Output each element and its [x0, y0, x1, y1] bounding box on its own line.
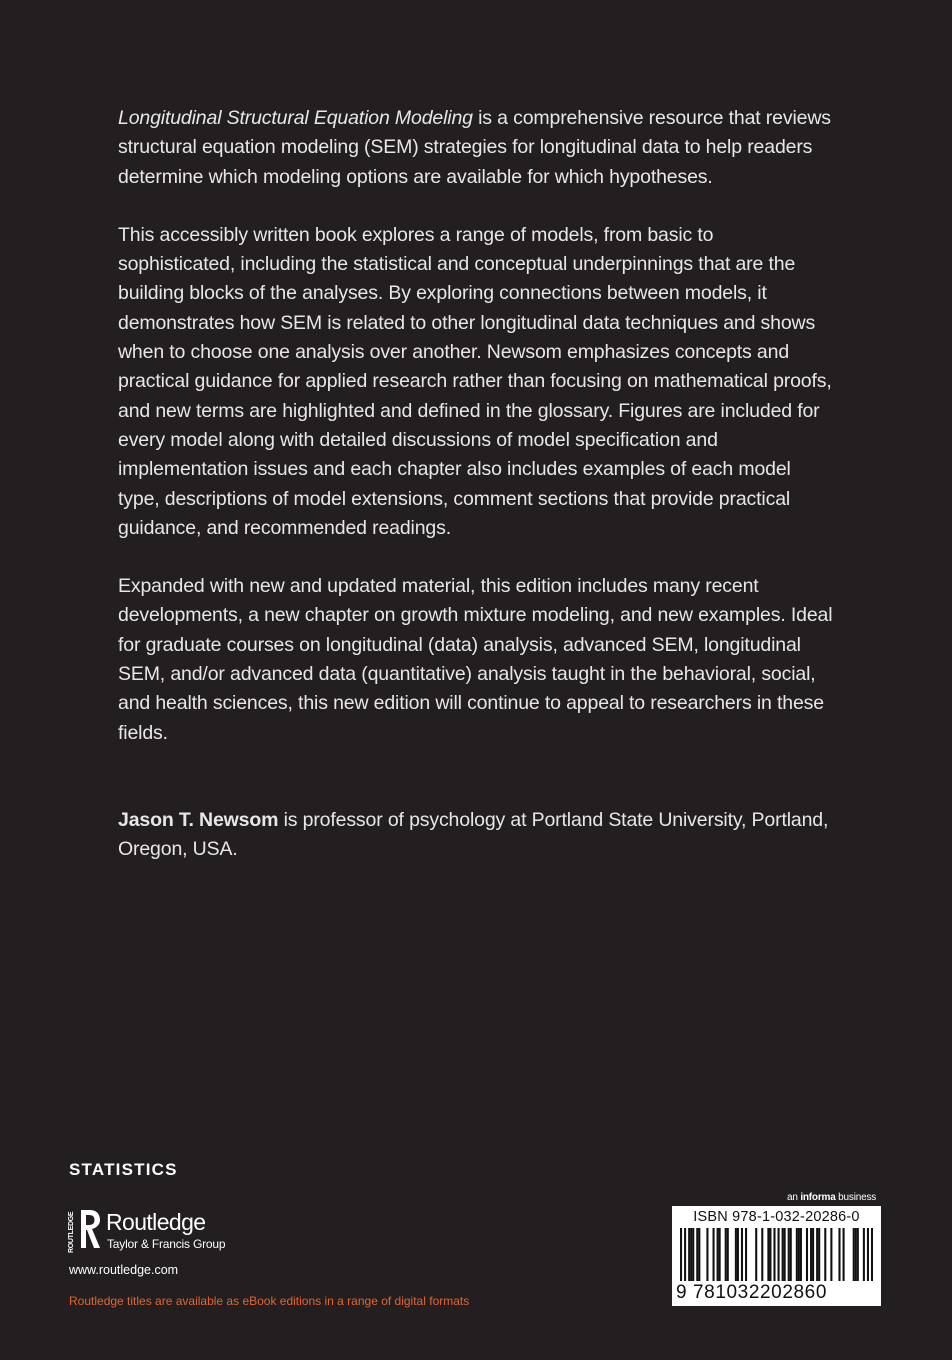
- publisher-group: Taylor & Francis Group: [107, 1237, 226, 1251]
- barcode-bar: [741, 1228, 743, 1281]
- barcode-bar: [773, 1228, 775, 1286]
- blurb-paragraph-3: Expanded with new and updated material, this edition includes many recent developments, a new chapter on growth mixture modeling, and new examples. Ideal for graduate courses on longitudinal (data) analysis, advanced SEM, longitudinal SEM, and/or advanced data (quantitative) analysis taught in the behavioral, social, and health sciences, this new edition will continue to appeal to researchers in these fields.: [118, 575, 833, 744]
- back-cover-blurb: [118, 104, 834, 894]
- barcode-bar: [843, 1228, 845, 1281]
- book-title: Longitudinal Structural Equation Modeling: [118, 107, 473, 129]
- barcode-bar: [782, 1228, 784, 1281]
- barcode-bar: [688, 1228, 690, 1281]
- barcode-bar: [812, 1228, 814, 1281]
- barcode-bar: [796, 1228, 798, 1281]
- barcode-bar: [692, 1228, 694, 1281]
- routledge-r-icon: [78, 1208, 102, 1250]
- blurb-paragraph-1-text: is a comprehensive resource that reviews structural equation modeling (SEM) strategies for longitudinal data to help readers determine which modeling options are available for which hypotheses.: [118, 107, 831, 188]
- barcode-bar: [745, 1228, 747, 1281]
- barcode-bar: [737, 1228, 739, 1281]
- barcode-bar: [698, 1228, 700, 1281]
- barcode-bar: [778, 1228, 780, 1286]
- barcode-bar: [857, 1228, 859, 1281]
- barcode-bar: [755, 1228, 757, 1281]
- blurb-paragraph-2: This accessibly written book explores a range of models, from basic to sophisticated, including the statistical and conceptual underpinnings that are the building blocks of the analyses. By exploring connections between models, it demonstrates how SEM is related to other longitudinal data techniques and shows when to choose one analysis over another. Newsom emphasizes concepts and practical guidance for applied research rather than focusing on mathematical proofs, and new terms are highlighted and defined in the glossary. Figures are included for every model along with detailed discussions of model specification and implementation issues and each chapter also includes examples of each model type, descriptions of model extensions, comment sections that provide practical guidance, and recommended readings.: [118, 223, 832, 539]
- informa-brand: informa: [800, 1192, 836, 1203]
- barcode-bar: [784, 1228, 786, 1281]
- barcode-bar: [725, 1228, 727, 1281]
- barcode-bars: [680, 1228, 873, 1286]
- barcode-bar: [800, 1228, 802, 1281]
- barcode-bar: [853, 1228, 855, 1281]
- barcode-bar: [767, 1228, 769, 1281]
- barcode-bar: [824, 1228, 826, 1281]
- barcode-bar: [680, 1228, 682, 1286]
- barcode-digits: [676, 1281, 881, 1305]
- publisher-name: Routledge: [106, 1209, 206, 1235]
- barcode-bar: [788, 1228, 790, 1281]
- barcode-bar: [769, 1228, 771, 1281]
- barcode-bar: [806, 1228, 808, 1281]
- barcode-bar: [727, 1228, 729, 1281]
- barcode-bar: [863, 1228, 865, 1281]
- logo-vertical-text: ROUTLEDGE: [68, 1211, 75, 1253]
- publisher-url[interactable]: www.routledge.com: [69, 1263, 179, 1277]
- barcode-bar: [690, 1228, 692, 1281]
- barcode-bar: [761, 1228, 763, 1281]
- barcode-bar: [838, 1228, 840, 1281]
- barcode-bar: [719, 1228, 721, 1281]
- barcode-bar: [717, 1228, 719, 1281]
- barcode-bar: [696, 1228, 698, 1281]
- blurb-paragraph-1: [118, 104, 834, 192]
- informa-suffix: business: [835, 1192, 877, 1203]
- barcode-bar: [810, 1228, 812, 1281]
- author-bio: [118, 806, 834, 865]
- barcode-bar: [684, 1228, 686, 1286]
- isbn-barcode: [672, 1206, 881, 1306]
- barcode-bar: [816, 1228, 818, 1281]
- isbn-label: ISBN 978-1-032-20286-0: [693, 1209, 860, 1225]
- barcode-digit-string: 781032202860: [693, 1282, 828, 1303]
- barcode-bar: [871, 1228, 873, 1286]
- informa-prefix: an: [787, 1192, 801, 1203]
- barcode-bar: [818, 1228, 820, 1281]
- barcode-bar: [867, 1228, 869, 1286]
- author-bio-text: is professor of psychology at Portland State University, Portland, Oregon, USA.: [118, 808, 829, 861]
- ebook-note: Routledge titles are available as eBook editions in a range of digital formats: [69, 1294, 470, 1308]
- informa-tagline: [787, 1192, 876, 1203]
- barcode-bar: [713, 1228, 715, 1281]
- barcode-bar: [855, 1228, 857, 1281]
- barcode-bar: [790, 1228, 792, 1281]
- subject-category: STATISTICS: [69, 1160, 178, 1179]
- barcode-bar: [798, 1228, 800, 1281]
- barcode-bar: [830, 1228, 832, 1281]
- barcode-bar: [706, 1228, 708, 1281]
- publisher-logo: [67, 1207, 287, 1257]
- author-name: Jason T. Newsom: [118, 808, 279, 831]
- barcode-bar: [735, 1228, 737, 1281]
- barcode-first-digit: 9: [676, 1282, 688, 1303]
